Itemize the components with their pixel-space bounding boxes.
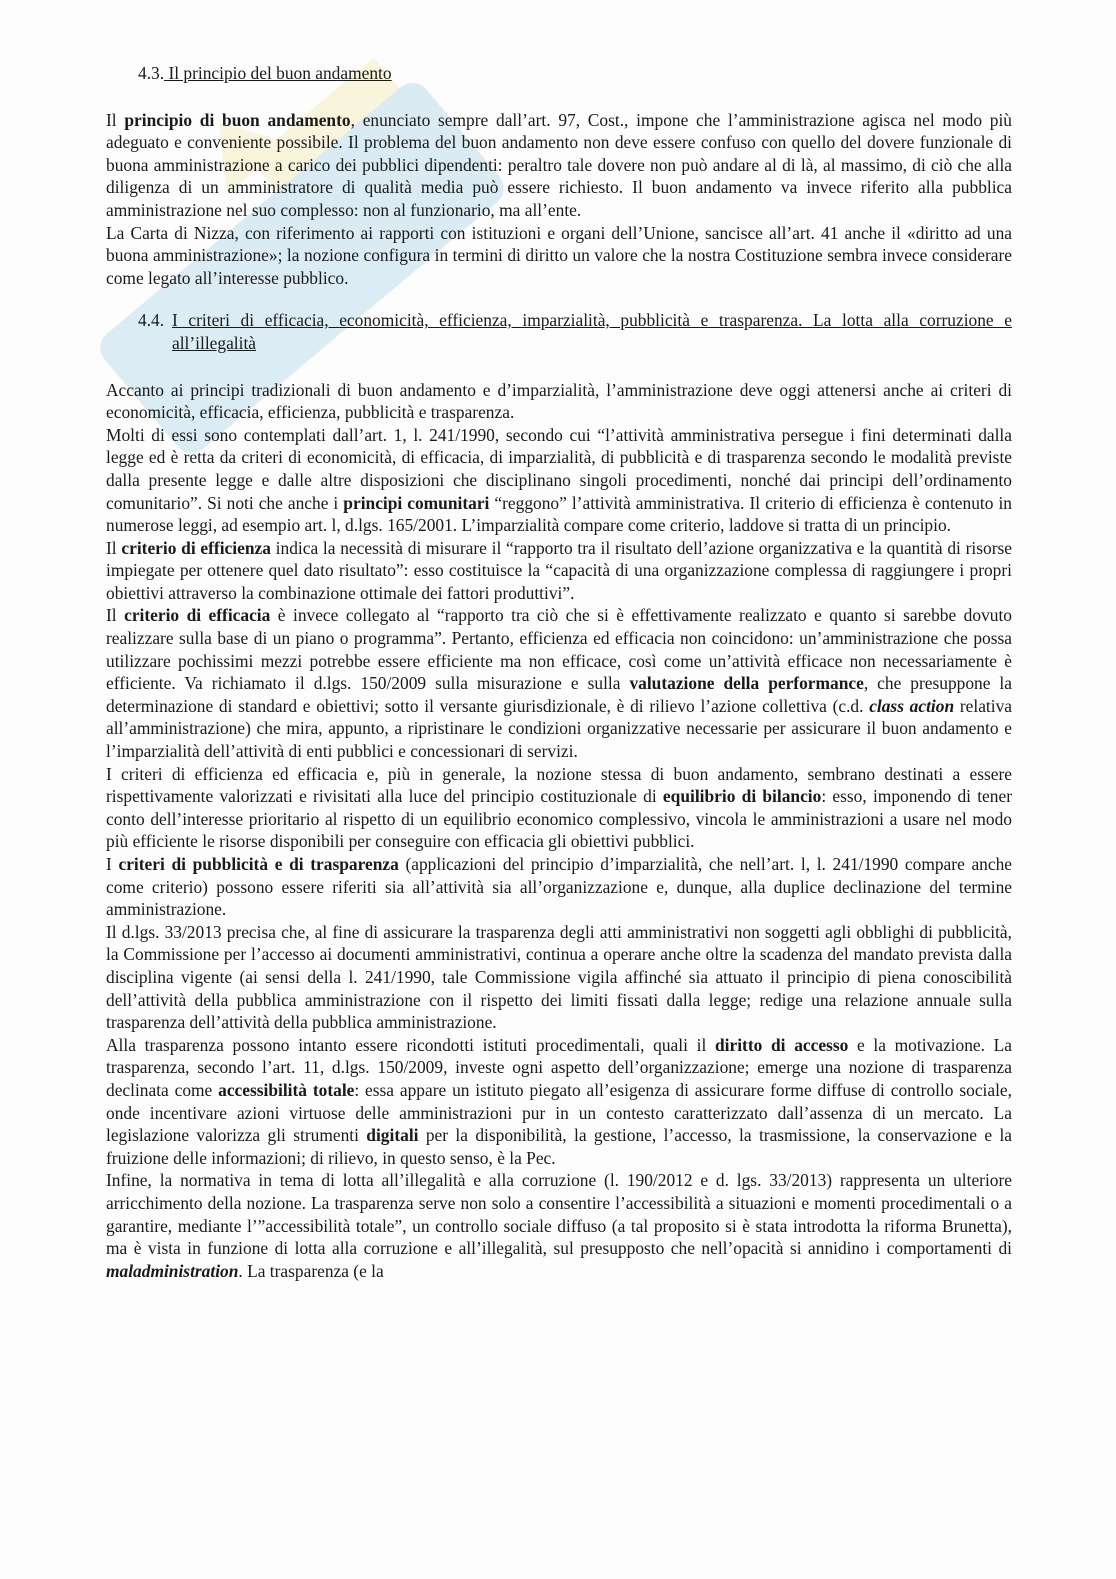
section-number: 4.4. [138,310,165,331]
bold-text: equilibrio di bilancio [662,786,822,807]
bold-text: diritto di accesso [714,1034,849,1055]
bold-text: principi comunitari [343,492,490,513]
paragraph [106,921,1012,1034]
text-run: “reggono” l’attività amministrativa. Il criterio di efficienza è contenuto in numerose leggi, ad esempio art. l, d.lgs. 165/2001. L’imparzialità compare come criterio, laddove si tratta di un principio. [106,492,1012,536]
text-run: Molti di essi sono contemplati dall’art. 1, l. 241/1990, secondo cui “l’attività amministrativa persegue i fini determinati dalla legge ed è retta da criteri di economicità, di efficacia, di imparzialità, di pubblicità e di trasparenza secondo le modalità previste dalla presente legge e dalle altre disposizioni che disciplinano singoli procedimenti, nonché dai principi dell’ordinamento comunitario”. Si noti che anche i [106,424,1012,513]
text-run: : essa appare un istituto piegato all’esigenza di assicurare forme diffuse di controllo sociale, onde incentivare azioni virtuose delle amministrazioni pur in un contesto caratterizzato dall’assenza di un mercato. La legislazione valorizza gli strumenti [106,1079,1012,1146]
document-page [106,62,1012,1282]
text-run: , che presuppone la determinazione di standard e obiettivi; sotto il versante giurisdizionale, è di rilievo l’azione collettiva (c.d. [106,673,1012,716]
text-run: Il [106,537,122,558]
paragraph [106,424,1012,537]
text-run: (applicazioni del principio d’imparzialità, che nell’art. l, l. 241/1990 compare anche come criterio) possono essere riferiti sia all’attività sia all’organizzazione e, dunque, alla duplice declinazione del termine amministrazione. [106,854,1013,920]
text-run: : esso, imponendo di tener conto dell’interesse prioritario al rispetto di un equilibrio economico complessivo, vincola le amministrazioni a usare nel modo più efficiente le risorse disponibili per conseguire con efficacia gli obiettivi pubblici. [106,786,1012,852]
text-run: per la disponibilità, la gestione, l’accesso, la trasmissione, la conservazione e la fruizione delle informazioni; di rilievo, in questo senso, è la Pec. [106,1125,1012,1168]
paragraph [106,537,1012,605]
section-number: 4.3. [138,63,165,83]
text-run: La Carta di Nizza, con riferimento ai rapporti con istituzioni e organi dell’Unione, sancisce all’art. 41 anche il «diritto ad una buona amministrazione»; la nozione configura in termini di diritto un valore che la nostra Costituzione sembra invece considerare come legato all’interesse pubblico. [106,222,1012,288]
text-run: Accanto ai principi tradizionali di buon andamento e d’imparzialità, l’amministrazione deve oggi attenersi anche ai criteri di economicità, efficacia, efficienza, pubblicità e trasparenza. [106,379,1012,423]
text-run: Il [106,109,125,130]
text-run: indica la necessità di misurare il “rapporto tra il risultato dell’azione organizzativa e la quantità di risorse impiegate per ottenere quel dato risultato”: esso costituisce la “capacità di una organizzazione complessa di raggiungere i propri obiettivi attraverso la combinazione ottimale dei fattori produttivi”. [106,537,1012,603]
section-body [106,109,1012,290]
text-run: Il [106,605,125,626]
bold-text: criterio di efficienza [121,537,271,558]
paragraph [106,604,1012,762]
bold-text: digitali [366,1125,419,1146]
paragraph [106,1169,1012,1282]
text-run: Alla trasparenza possono intanto essere ricondotti istituti procedimentali, quali il [106,1034,715,1055]
paragraph [106,109,1012,222]
text-run: è invece collegato al “rapporto tra ciò che si è effettivamente realizzato e quanto si sarebbe dovuto realizzare sulla base di un piano o programma”. Pertanto, efficienza ed efficacia non coincidono: un’amministrazione che possa utilizzare pochissimi mezzi potrebbe essere efficiente ma non efficace, così come un’attività efficace non necessariamente è efficiente. Va richiamato il d.lgs. 150/2009 sulla misurazione e sulla [106,605,1012,694]
text-run: relativa all’amministrazione) che mira, appunto, a ripristinare le condizioni organizzative necessarie per assicurare il buon andamento e l’imparzialità dell’attività di enti pubblici e concessionari di servizi. [106,695,1012,762]
bold-text: maladministration [106,1260,239,1281]
bold-text: criteri di pubblicità e di trasparenza [118,854,399,874]
text-run: . La trasparenza (e la [238,1260,384,1281]
text-run: e la motivazione. La trasparenza, secondo l’art. 11, d.lgs. 150/2009, investe ogni aspetto dell’organizzazione; emerge una nozione di trasparenza declinata come [106,1034,1012,1100]
section-title: I criteri di efficacia, economicità, efficienza, imparzialità, pubblicità e trasparenza. La lotta alla corruzione e all’illegalità [172,310,1012,353]
section-heading [106,309,1012,354]
text-run: Il d.lgs. 33/2013 precisa che, al fine di assicurare la trasparenza degli atti amministrativi non soggetti agli obblighi di pubblicità, la Commissione per l’accesso ai documenti amministrativi, continua a operare anche oltre la scadenza del mandato prevista dalla disciplina vigente (ai sensi della l. 241/1990, tale Commissione vigila affinché sia attuato il principio di piena conoscibilità dell’attività della pubblica amministrazione con il rispetto dei limiti fissati dalla legge; redige una relazione annuale sulla trasparenza dell’attività della pubblica amministrazione. [106,921,1012,1033]
section-title: Il principio del buon andamento [164,63,392,83]
paragraph [106,379,1012,424]
bold-text: criterio di efficacia [124,605,271,626]
section-body [106,379,1012,1283]
text-run: I [106,854,119,874]
text-run: I criteri di efficienza ed efficacia e, più in generale, la nozione stessa di buon andamento, sembrano destinati a essere rispettivamente valorizzati e rivisitati alla luce del principio costituzionale di [106,763,1012,807]
bold-text: class action [869,695,955,716]
bold-text: accessibilità totale [218,1079,355,1100]
paragraph [106,763,1012,853]
section-heading [106,62,1012,85]
paragraph [106,222,1012,290]
bold-text: principio di buon andamento [124,109,351,130]
paragraph [106,1034,1012,1170]
bold-text: valutazione della performance [629,673,864,694]
text-run: , enunciato sempre dall’art. 97, Cost., impone che l’amministrazione agisca nel modo più adeguato e conveniente possibile. Il problema del buon andamento non deve essere confuso con quello del dovere funzionale di buona amministrazione a carico dei pubblici dipendenti: peraltro tale dovere non può andare al di là, al massimo, di ciò che alla diligenza di un amministratore di qualità media può essere richiesto. Il buon andamento va invece riferito alla pubblica amministrazione nel suo complesso: non al funzionario, ma all’ente. [106,109,1012,220]
text-run: Infine, la normativa in tema di lotta all’illegalità e alla corruzione (l. 190/2012 e d. lgs. 33/2013) rappresenta un ulteriore arricchimento della nozione. La trasparenza serve non solo a consentire l’accessibilità a situazioni e momenti procedimentali o a garantire, mediante l’”accessibilità totale”, un controllo sociale diffuso (a tal proposito si è stata introdotta la riforma Brunetta), ma è vista in funzione di lotta alla corruzione e all’illegalità, sul presupposto che nell’opacità si annidino i comportamenti di [106,1170,1012,1259]
paragraph [106,853,1012,921]
